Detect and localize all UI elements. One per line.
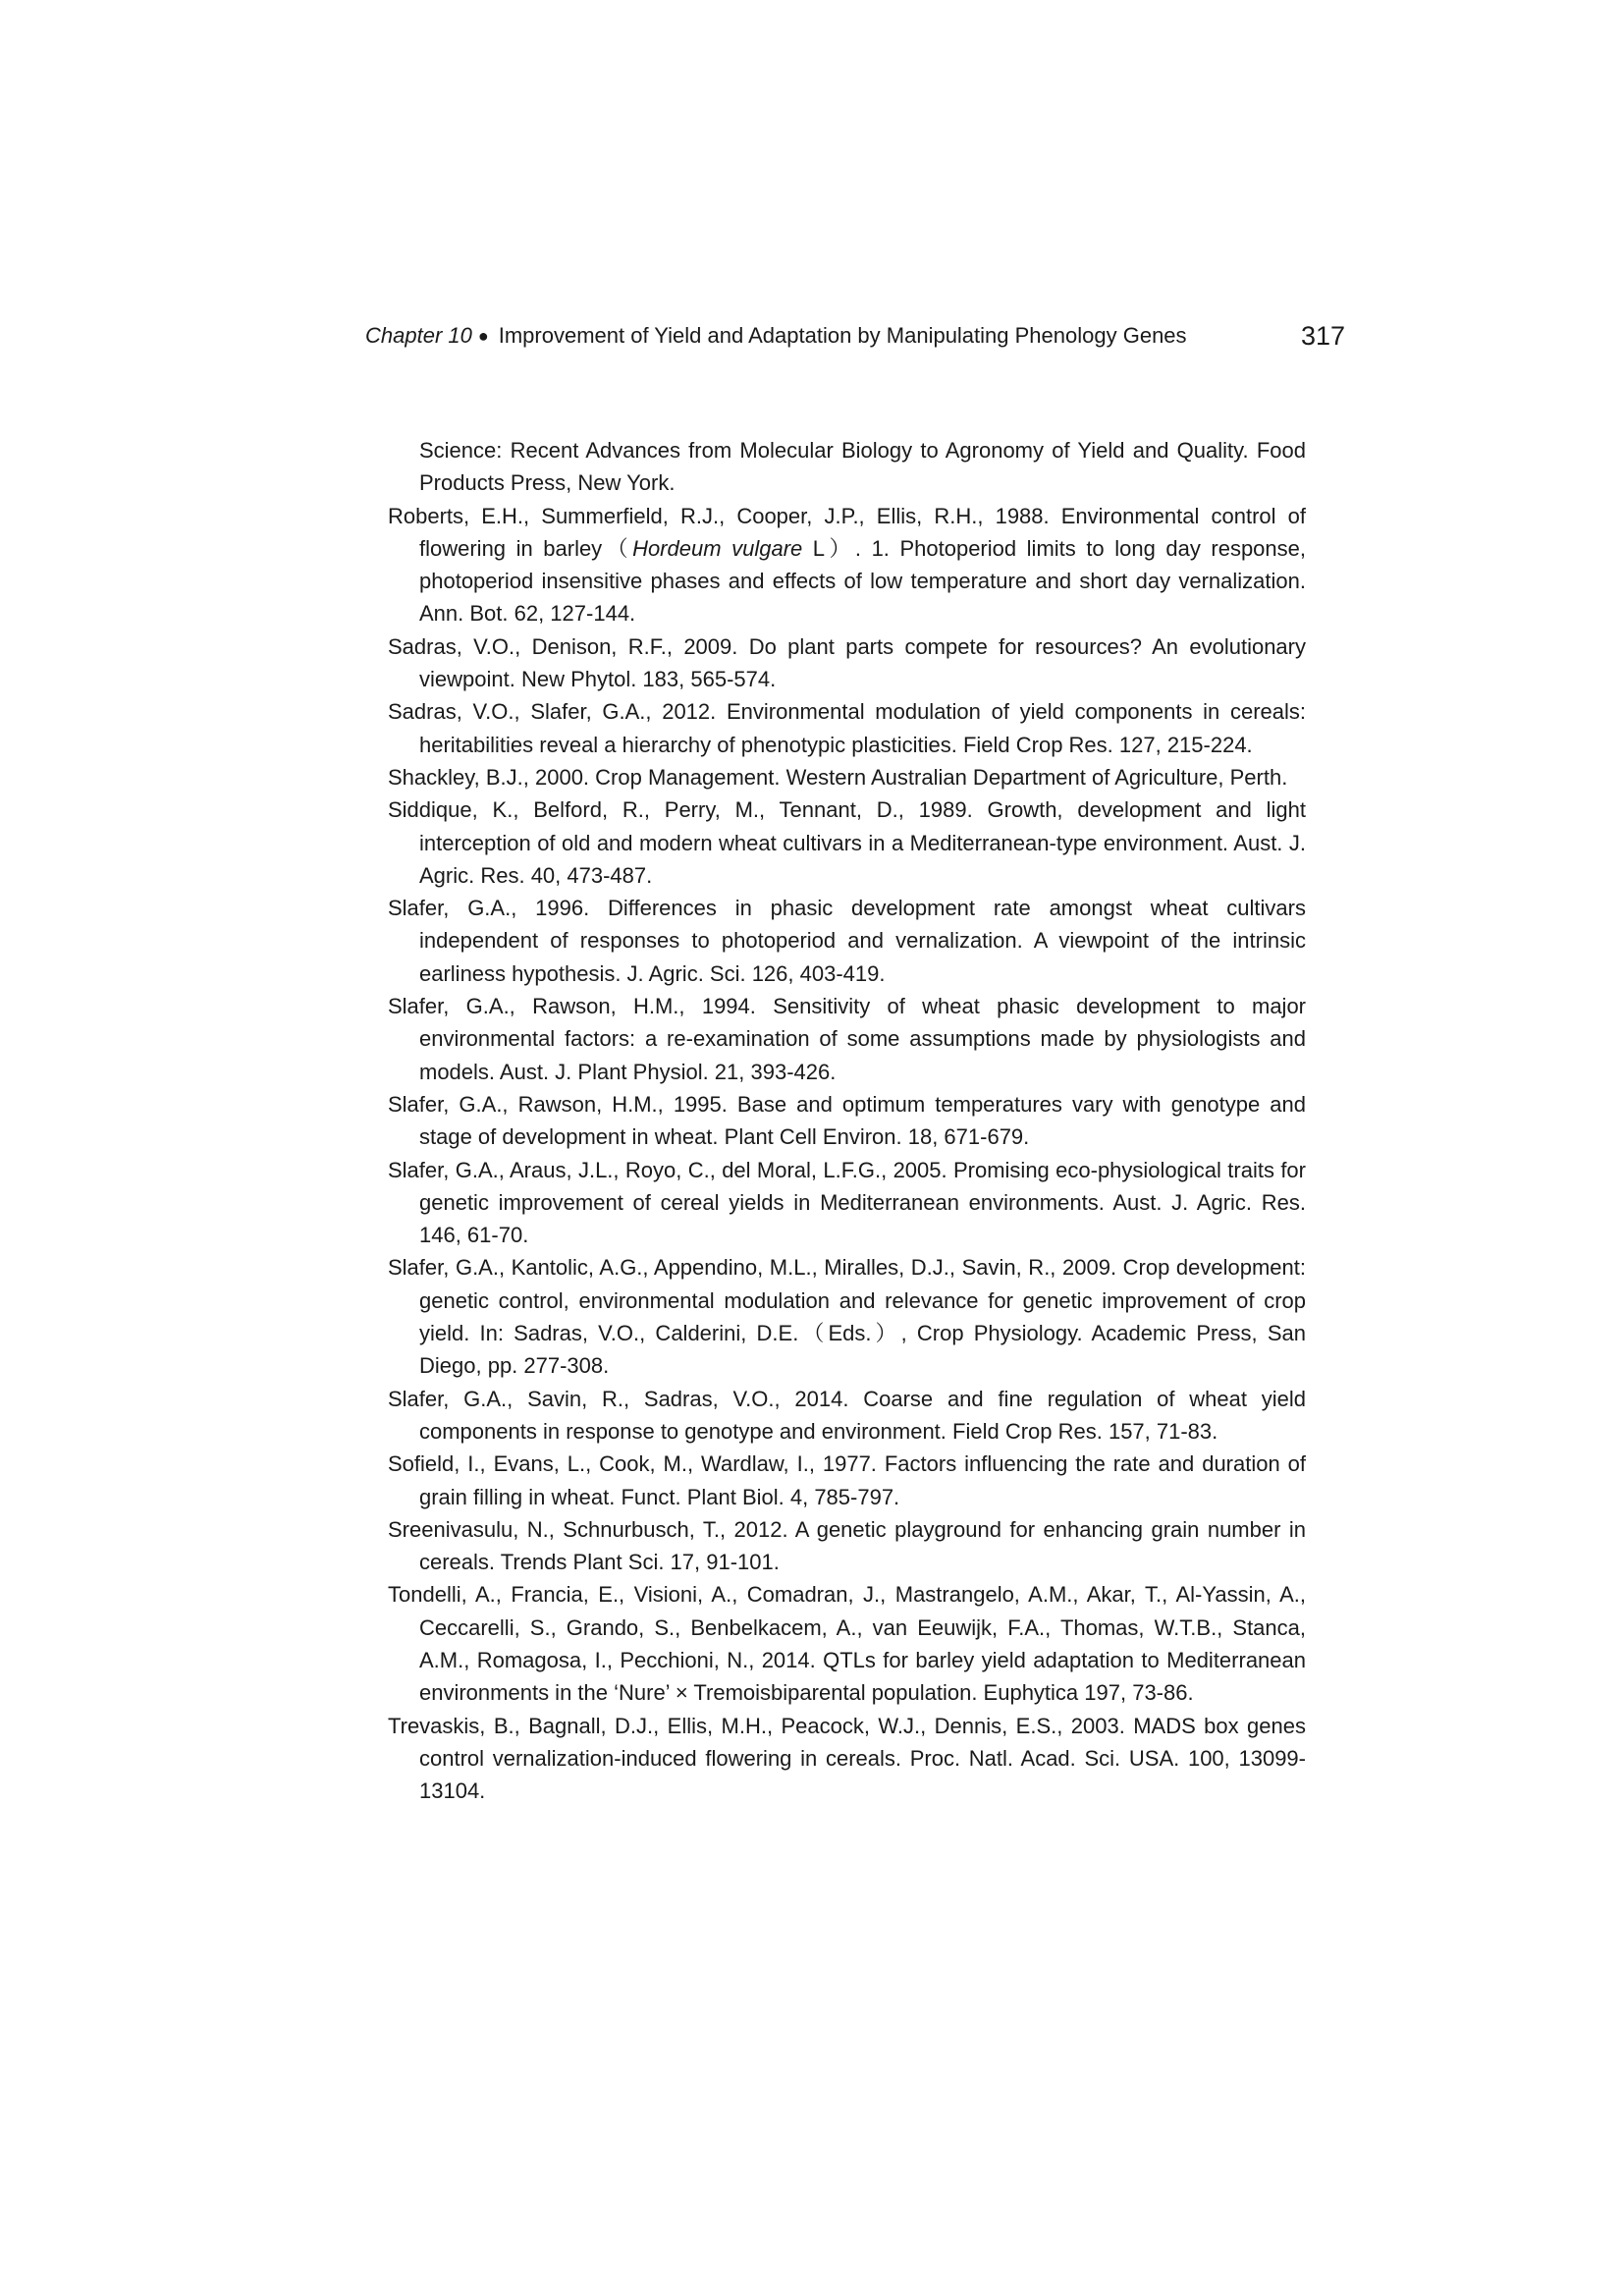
reference-item: Slafer, G.A., Araus, J.L., Royo, C., del Moral, L.F.G., 2005. Promising eco-physiological traits for genetic improvement of cereal yields in Mediterranean environments. Aust. J. Agric. Res. 146, 61-70. xyxy=(388,1157,1306,1248)
reference-text: L）. 1. Photoperiod limits to long day response, photoperiod insensitive phases and effects of low temperature and short day vernalization. Ann. Bot. 62, 127-144. xyxy=(419,535,1306,627)
page-number: 317 xyxy=(1300,320,1345,351)
reference-item: Slafer, G.A., Rawson, H.M., 1995. Base and optimum temperatures vary with genotype and stage of development in wheat. Plant Cell Environ. 18, 671-679. xyxy=(388,1091,1306,1150)
reference-list xyxy=(388,434,1306,1807)
running-header xyxy=(365,316,1345,355)
reference-item: Trevaskis, B., Bagnall, D.J., Ellis, M.H., Peacock, W.J., Dennis, E.S., 2003. MADS box genes control vernalization-induced flowering in cereals. Proc. Natl. Acad. Sci. USA. 100, 13099-13104. xyxy=(388,1713,1306,1804)
reference-item: Sadras, V.O., Slafer, G.A., 2012. Environmental modulation of yield components in cereals: heritabilities reveal a hierarchy of phenotypic plasticities. Field Crop Res. 127, 215-224. xyxy=(388,699,1306,757)
reference-item: Slafer, G.A., Kantolic, A.G., Appendino, M.L., Miralles, D.J., Savin, R., 2009. Crop development: genetic control, environmental modulation and relevance for genetic improvement of crop yield. In: Sadras, V.O., Calderini, D.E.（Eds.）, Crop Physiology. Academic Press, San Diego, pp. 277-308. xyxy=(388,1255,1306,1379)
reference-item: Siddique, K., Belford, R., Perry, M., Tennant, D., 1989. Growth, development and light interception of old and modern wheat cultivars in a Mediterranean-type environment. Aust. J. Agric. Res. 40, 473-487. xyxy=(388,797,1306,888)
reference-item: Shackley, B.J., 2000. Crop Management. Western Australian Department of Agriculture, Perth. xyxy=(388,764,1288,790)
reference-species: Hordeum vulgare xyxy=(632,535,803,561)
reference-item: Sofield, I., Evans, L., Cook, M., Wardlaw, I., 1977. Factors influencing the rate and duration of grain filling in wheat. Funct. Plant Biol. 4, 785-797. xyxy=(388,1451,1306,1509)
reference-item: Science: Recent Advances from Molecular Biology to Agronomy of Yield and Quality. Food Products Press, New York. xyxy=(419,438,1306,496)
reference-item: Tondelli, A., Francia, E., Visioni, A., Comadran, J., Mastrangelo, A.M., Akar, T., Al-Yassin, A., Ceccarelli, S., Grando, S., Benbelkacem, A., van Eeuwijk, F.A., Thomas, W.T.B., Stanca, A.M., Romagosa, I., Pecchioni, N., 2014. QTLs for barley yield adaptation to Mediterranean environments in the ‘Nure’ × Tremoisbiparental population. Euphytica 197, 73-86. xyxy=(388,1582,1306,1706)
bullet-icon: ● xyxy=(477,325,489,346)
reference-item: Slafer, G.A., Savin, R., Sadras, V.O., 2014. Coarse and fine regulation of wheat yield components in response to genotype and environment. Field Crop Res. 157, 71-83. xyxy=(388,1386,1306,1444)
reference-text: Roberts, E.H., Summerfield, R.J., Cooper, J.P., Ellis, R.H., 1988. Environmental control of flowering in barley（ xyxy=(388,503,1306,561)
chapter-title: Improvement of Yield and Adaptation by Manipulating Phenology Genes xyxy=(498,323,1187,348)
reference-item: Slafer, G.A., Rawson, H.M., 1994. Sensitivity of wheat phasic development to major environmental factors: a re-examination of some assumptions made by physiologists and models. Aust. J. Plant Physiol. 21, 393-426. xyxy=(388,994,1306,1084)
reference-item: Sadras, V.O., Denison, R.F., 2009. Do plant parts compete for resources? An evolutionary viewpoint. New Phytol. 183, 565-574. xyxy=(388,633,1306,692)
reference-item: Sreenivasulu, N., Schnurbusch, T., 2012. A genetic playground for enhancing grain number in cereals. Trends Plant Sci. 17, 91-101. xyxy=(388,1516,1306,1575)
chapter-label: Chapter 10 xyxy=(365,323,472,348)
reference-item: Slafer, G.A., 1996. Differences in phasic development rate amongst wheat cultivars independent of responses to photoperiod and vernalization. A viewpoint of the intrinsic earliness hypothesis. J. Agric. Sci. 126, 403-419. xyxy=(388,896,1306,986)
reference-item xyxy=(388,500,1306,630)
